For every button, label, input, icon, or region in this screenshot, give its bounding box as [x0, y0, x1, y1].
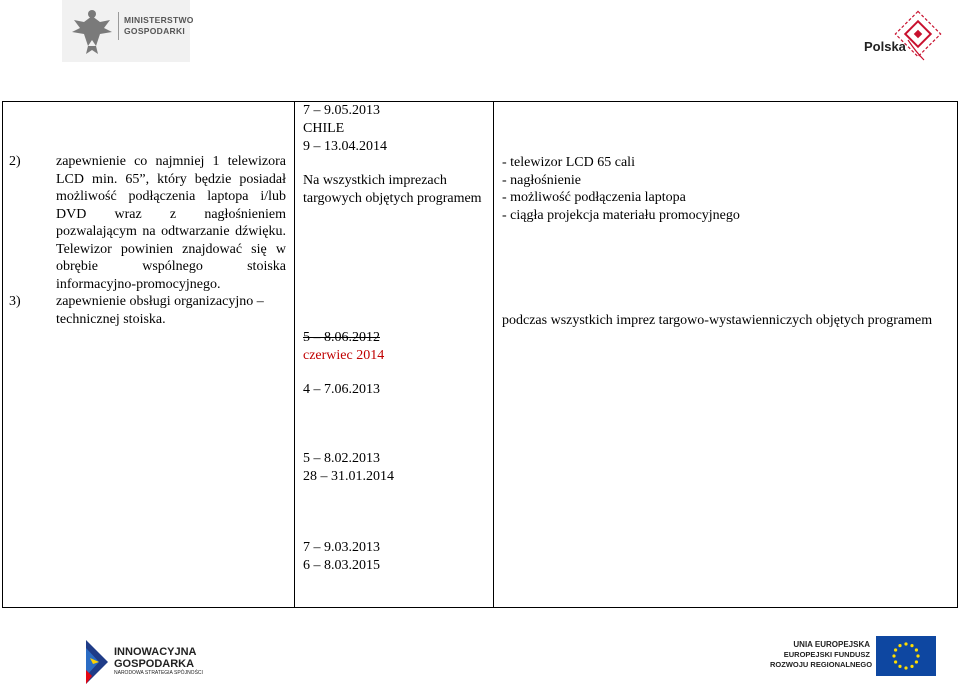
- equipment-item: - nagłośnienie: [502, 172, 581, 188]
- dates-note: Na wszystkich imprezach targowych objętych programem: [303, 173, 482, 206]
- ig-logo-line1: INNOWACYJNA: [114, 646, 197, 658]
- requirement-item: [3, 153, 294, 293]
- date-line: 28 – 31.01.2014: [303, 469, 394, 484]
- ig-logo-line2: GOSPODARKA: [114, 658, 195, 670]
- requirements-cell: [3, 102, 295, 608]
- scope-text: podczas wszystkich imprez targowo-wystawienniczych objętych programem: [502, 313, 933, 328]
- country-label: CHILE: [303, 121, 345, 136]
- requirement-text: zapewnienie co najmniej 1 telewizora LCD min. 65”, który będzie posiadał możliwość podłączenia laptopa i/lub DVD wraz z nagłośnieniem pozwalającym na odtwarzanie dźwięku. Telewizor powinien znajdować się w obrębie wspólnego stoiska informacyjno-promocyjnego.: [56, 154, 286, 292]
- date-line: 6 – 8.03.2015: [303, 558, 380, 573]
- requirement-number: 2): [9, 154, 21, 169]
- polska-logo: [862, 8, 942, 64]
- ig-emblem-icon: [84, 640, 110, 684]
- eu-fund-logo: [770, 632, 938, 678]
- eu-logo-line1: UNIA EUROPEJSKA: [793, 640, 870, 649]
- dates-cell: [295, 102, 494, 608]
- date-line: 7 – 9.05.2013: [303, 103, 380, 118]
- ministry-logo-line2: GOSPODARKI: [124, 26, 186, 36]
- date-line-red: czerwiec 2014: [303, 348, 385, 363]
- struck-date: 5 – 8.06.2012: [303, 330, 380, 345]
- polska-logo-text: Polska: [864, 39, 906, 54]
- date-line: 7 – 9.03.2013: [303, 540, 380, 555]
- requirement-number: 3): [9, 294, 21, 309]
- equipment-item: - możliwość podłączenia laptopa: [502, 190, 686, 205]
- requirements-table: [2, 101, 958, 608]
- innowacyjna-gospodarka-logo: [84, 640, 214, 684]
- equipment-item: - ciągła projekcja materiału promocyjnego: [502, 207, 740, 223]
- equipment-list: [502, 154, 740, 224]
- date-line: 9 – 13.04.2014: [303, 139, 387, 154]
- equipment-item: - telewizor LCD 65 cali: [502, 155, 635, 170]
- ministry-logo-line1: MINISTERSTWO: [124, 15, 194, 25]
- date-line: 5 – 8.02.2013: [303, 451, 380, 466]
- requirement-item: [3, 293, 294, 328]
- ministry-logo: [62, 0, 194, 62]
- eu-logo-line3: ROZWOJU REGIONALNEGO: [770, 660, 873, 669]
- date-line: 4 – 7.06.2013: [303, 382, 380, 397]
- ig-logo-line3: NARODOWA STRATEGIA SPÓJNOŚCI: [114, 670, 203, 676]
- equipment-cell: [494, 102, 958, 608]
- requirement-text: zapewnienie obsługi organizacyjno – technicznej stoiska.: [56, 294, 264, 327]
- eu-flag-icon: [876, 636, 936, 676]
- eu-logo-line2: EUROPEJSKI FUNDUSZ: [783, 650, 870, 659]
- polska-kite-icon: [862, 8, 942, 64]
